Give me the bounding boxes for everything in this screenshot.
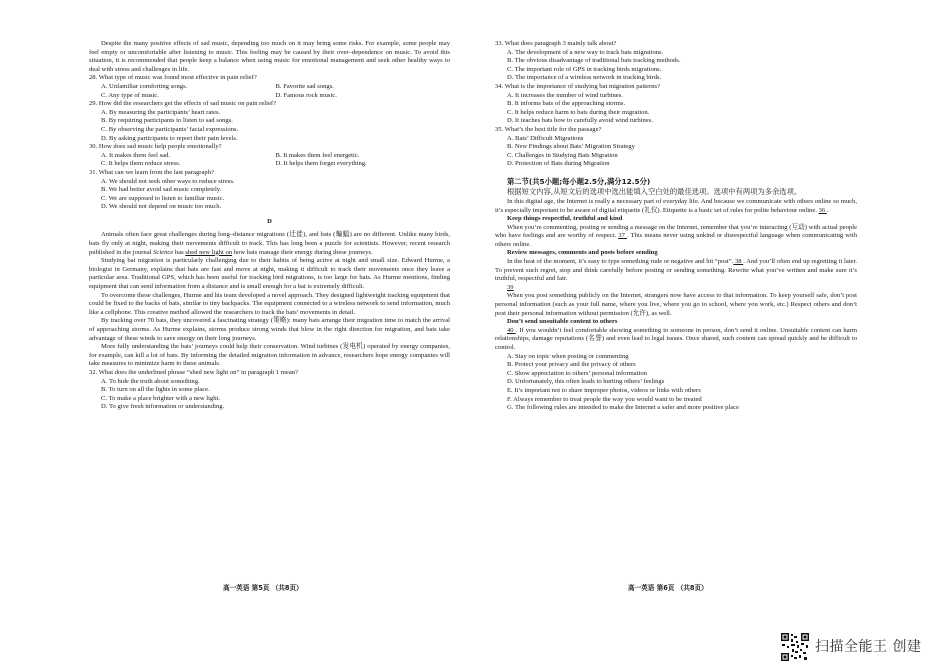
page-footer-left: 高一英语 第5页 （共8页） — [223, 584, 303, 592]
heading-respectful: Keep things respectful, truthful and kind — [507, 215, 623, 223]
option-33a: A. The development of a new way to track bats migrations. — [507, 48, 664, 56]
question-28-options-row-2 — [89, 92, 450, 101]
section-2-instructions: 根据短文内容,从短文后的选项中选出能填入空白处的最佳选项。选项中有两项为多余选项。 — [507, 187, 802, 197]
option-34a: A. It increases the number of wind turbines. — [507, 91, 623, 99]
passage-d-p1-text-a: Animals often face great challenges during long–distance migrations (迁徙), and bats (蝙蝠) are no different. Unlike many birds, bats fly only at night, making their movements difficult to track. This has long been a puzzle for scientists. However, recent research published in the journal — [89, 231, 450, 256]
cloze-option-a: A. Stay on topic when posting or commenting — [507, 352, 629, 360]
passage-c-last-paragraph: Despite the many positive effects of sad music, depending too much on it may bring some risks. For example, some people may feel empty or uncomfortable after listening to music. This feeling may be caused by their over–dependence on music. To avoid this situation, it is recommended that people keep a balance when using music for emotional management and seek other healthy ways to deal with stress and challenges in life. — [89, 40, 450, 73]
option-29c: C. By observing the participants’ facial expressions. — [101, 125, 239, 133]
blank-38: 38 — [733, 258, 744, 266]
heading-unsuitable: Don’t send unsuitable content to others — [507, 318, 618, 326]
cloze-paragraph-3 — [495, 258, 857, 284]
watermark-text: 扫描全能王 创建 — [815, 638, 922, 655]
option-34b: B. It informs bats of the approaching storms. — [507, 100, 626, 108]
option-34d: D. It teaches bats how to carefully avoid wind turbines. — [507, 117, 653, 125]
option-31b: B. We had better avoid sad music completely. — [101, 186, 222, 194]
option-33b: B. The obvious disadvantage of traditional bats tracking methods. — [507, 57, 681, 65]
question-31: 31. What can we learn from the last paragraph? — [89, 168, 214, 176]
option-30c: C. It helps them reduce stress. — [101, 160, 181, 168]
cloze-p3-text-a: In the heat of the moment, it’s easy to type something rude or negative and hit “post”. — [507, 258, 734, 266]
cloze-option-b: B. Protect your privacy and the privacy of others — [507, 361, 636, 369]
underlined-phrase: shed new light on — [185, 248, 233, 256]
question-29: 29. How did the researchers get the effects of sad music on pain relief? — [89, 100, 276, 108]
question-32: 32. What does the underlined phrase “shed new light on” in paragraph 1 mean? — [89, 368, 298, 376]
left-page — [89, 40, 450, 412]
blank-39: 39 — [507, 283, 514, 291]
option-32a: A. To hide the truth about something. — [101, 377, 200, 385]
section-d-heading: D — [267, 217, 272, 225]
passage-d-p1-text-b: has — [173, 248, 186, 256]
section-2-title: 第二节(共5小题;每小题2.5分,满分12.5分) — [507, 176, 651, 186]
blank-40: 40 — [507, 326, 516, 334]
option-29d: D. By asking participants to report their pain levels. — [101, 134, 238, 142]
option-35a: A. Bats’ Difficult Migrations — [507, 134, 584, 142]
cloze-paragraph-2 — [495, 224, 857, 250]
option-30a: A. It makes them feel sad. — [101, 151, 171, 159]
cloze-p1-text: In this digital age, the Internet is really a necessary part of everyday life. And because we communicate with others online so much, it’s especially important to be aware of digital etiquette (礼仪). Etiquette is a basic set of rules for polite behaviour online. — [495, 197, 857, 214]
cloze-paragraph-4: When you post something publicly on the Internet, strangers now have access to that information. To keep yourself safe, don’t post personal information (such as your full name, where you live, where you go to school, where you work, etc.) Respect others and don’t post their personal information without permission (允许), as well. — [495, 292, 857, 317]
cloze-p2-text-a: When you’re commenting, posting or sending a message on the Internet, remember that you’re interacting (互动) with actual people who have feelings and are worthy of respect. — [495, 223, 857, 240]
option-33c: C. The important role of GPS in tracking birds migrations. — [507, 65, 662, 73]
option-31a: A. We should not seek other ways to reduce stress. — [101, 177, 235, 185]
cloze-option-c: C. Show appreciation to others’ personal information — [507, 369, 647, 377]
option-35d: D. Protection of Bats during Migration — [507, 160, 610, 168]
option-35b: B. New Findings about Bats’ Migration Strategy — [507, 143, 635, 151]
cloze-option-g: G. The following rules are intended to make the Internet a safer and more positive place — [507, 404, 740, 412]
option-32d: D. To give fresh information or understanding. — [101, 403, 225, 411]
cloze-p3-text-b: . And you’ll often end up regretting it later. To prevent such regret, stop and think carefully before posting or sending something. Rewrite what you’ve written and make sure it’s truthful, respectful and fair. — [495, 258, 857, 283]
passage-d-paragraph-1 — [89, 231, 450, 257]
right-page — [495, 40, 857, 413]
passage-d-paragraph-4: By tracking over 70 bats, they uncovered a fascinating strategy (策略): many bats arrange their migration time to match the arrival of approaching storms. As Hurme explains, storms produce strong winds that blow in the right direction for migration, and bats take advantage of these winds to save energy on their long journeys. — [89, 317, 450, 342]
question-30-options-row-2 — [89, 160, 450, 169]
question-35: 35. What’s the best title for the passage? — [495, 125, 602, 133]
cloze-option-f: F. Always remember to treat people the way you would want to be treated — [507, 395, 702, 403]
passage-d-p1-text-c: how bats manage their energy during these journeys. — [232, 248, 373, 256]
passage-d-paragraph-2: Studying bat migration is particularly challenging due to their habits of being active at night and small size. Edward Hurme, a biologist in Germany, explains that bats are fast and move at night, making it difficult to track their movements once they leave a particular area. Traditional GPS, which has been useful for tracking bird migrations, is too large for bats. As Hurme mentions, finding equipment that can send information from a distance and is small enough for a bat is extremely difficult. — [89, 257, 450, 291]
passage-d-paragraph-3: To overcome these challenges, Hurme and his team developed a novel approach. They designed lightweight tracking equipment that could be fixed to the backs of bats, similar to tiny backpacks. The equipment connected to a wireless network to send information, much like a cellphone. This creative method allowed the researchers to track the bats’ movements in detail. — [89, 291, 450, 316]
cloze-option-e: E. It’s important not to share improper photos, videos or links with others — [507, 386, 701, 394]
page-footer-right: 高一英语 第6页 （共8页） — [628, 584, 708, 592]
blank-39-line — [495, 284, 857, 293]
heading-review: Review messages, comments and posts before sending — [507, 249, 658, 257]
option-31c: C. We are supposed to listen to familiar music. — [101, 194, 225, 202]
cloze-option-d: D. Unfortunately, this often leads to hurting others’ feelings — [507, 378, 665, 386]
passage-d-paragraph-5: More fully understanding the bats’ journeys could help their conservation. Wind turbines (发电机) operated by energy companies, for example, can kill a lot of bats. By informing the detailed migration information in advance, researchers hope energy companies will take measures to minimize harm to these animals. — [89, 343, 450, 368]
question-28: 28. What type of music was found most effective in pain relief? — [89, 74, 257, 82]
option-35c: C. Challenges in Studying Bats Migration — [507, 151, 618, 159]
option-34c: C. It helps reduce harm to bats during their migration. — [507, 108, 650, 116]
cloze-p2-text-b: . This means never using unkind or disrespectful language when communicating with others online. — [495, 232, 858, 248]
option-33d: D. The importance of a wireless network in tracking birds. — [507, 74, 662, 82]
qr-code-icon — [780, 632, 810, 662]
option-28c: C. Any type of music. — [101, 91, 159, 99]
question-34: 34. What is the importance of studying bat migration patterns? — [495, 82, 661, 90]
cloze-p5-text: . If you wouldn’t feel comfortable showing something to someone in person, don’t send it online. Unsuitable content can harm relationships, damage reputations (名誉) and even lead to legal issues. Once shared, such content can spread quickly and be difficult to control. — [495, 326, 857, 351]
option-31d: D. We should not depend on music too much. — [101, 203, 222, 211]
question-28-options-row-1 — [89, 83, 450, 92]
question-30-options-row-1 — [89, 152, 450, 161]
blank-37: 37 — [618, 232, 627, 240]
cloze-paragraph-5 — [495, 327, 857, 353]
option-32c: C. To make a place brighter with a new light. — [101, 394, 220, 402]
option-32b: B. To turn on all the lights in some place. — [101, 386, 210, 394]
scanner-watermark — [780, 632, 921, 662]
option-29a: A. By measuring the participants’ heart rates. — [101, 108, 221, 116]
journal-name: Science — [153, 248, 174, 256]
question-30: 30. How does sad music help people emotionally? — [89, 143, 222, 151]
option-29b: B. By requiring participants to listen to sad songs. — [101, 117, 233, 125]
option-30d: D. It helps them forget everything. — [275, 160, 367, 168]
cloze-paragraph-1: In this digital age, the Internet is really a necessary part of everyday life. And because we communicate with others online so much, it’s especially important to be aware of digital etiquette (礼仪). Etiquette is a basic set of rules for polite behaviour online. 36 . — [495, 197, 857, 214]
blank-36: 36 — [818, 206, 827, 214]
question-33: 33. What does paragraph 3 mainly talk about? — [495, 40, 617, 47]
option-28d: D. Famous rock music. — [275, 91, 337, 99]
option-30b: B. It makes them feel energetic. — [275, 151, 360, 159]
option-28a: A. Unfamiliar comforting songs. — [101, 82, 188, 90]
option-28b: B. Favorite sad songs. — [275, 82, 334, 90]
